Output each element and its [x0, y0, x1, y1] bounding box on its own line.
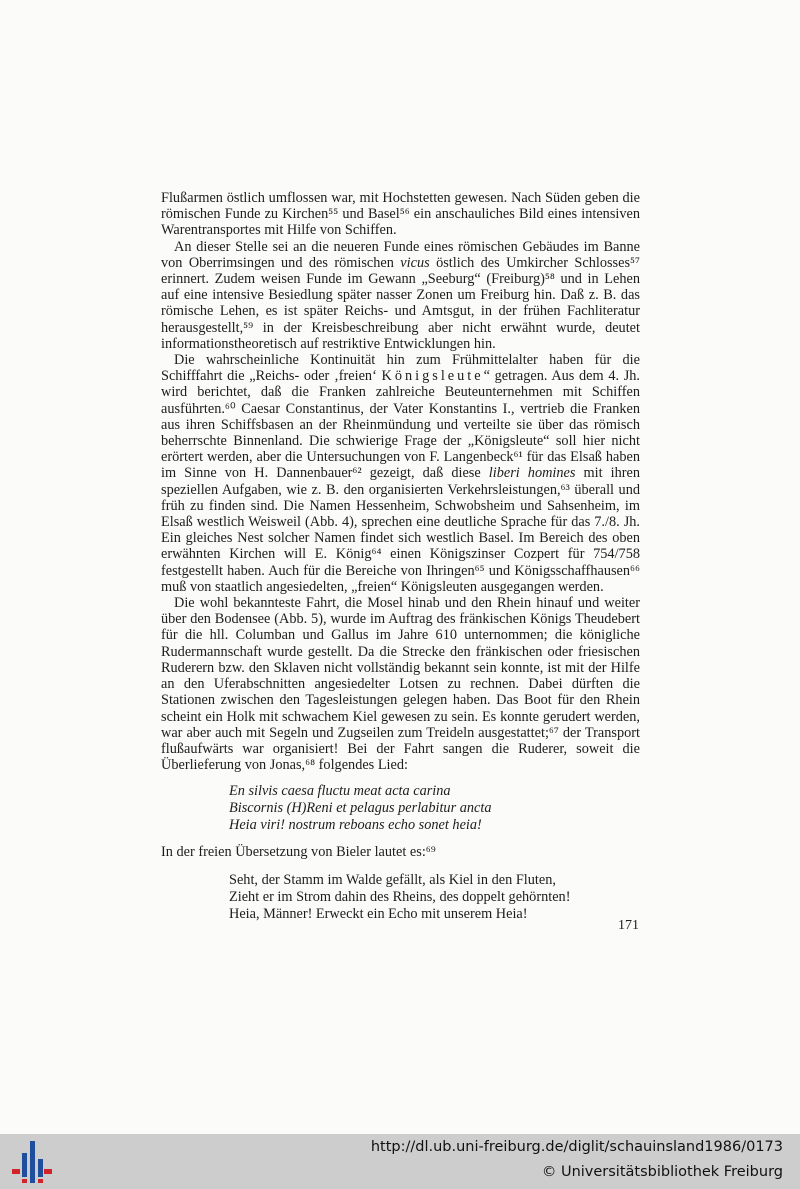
poem-line: En silvis caesa fluctu meat acta carina — [229, 783, 451, 800]
page-number: 171 — [618, 918, 639, 933]
german-translation — [229, 872, 640, 923]
spaced-term: Königsleute — [381, 368, 484, 385]
paragraph-1: Flußarmen östlich umflossen war, mit Hochstetten gewesen. Nach Süden geben die römischen Funde zu Kirchen⁵⁵ und Basel⁵⁶ ein anschauliches Bild eines intensiven Warentransportes mit Hilfe von Schiffen. — [161, 190, 640, 239]
viewer-footer — [0, 1134, 800, 1189]
translation-line: Zieht er im Strom dahin des Rheins, des doppelt gehörnten! — [229, 888, 571, 905]
translation-line: Seht, der Stamm im Walde gefällt, als Kiel in den Fluten, — [229, 871, 556, 888]
translation-line: Heia, Männer! Erweckt ein Echo mit unserem Heia! — [229, 905, 528, 922]
body-text — [161, 190, 640, 923]
copyright-text: © Universitätsbibliothek Freiburg — [541, 1164, 783, 1180]
paragraph-2: An dieser Stelle sei an die neueren Funde eines römischen Gebäudes im Banne von Oberrimsingen und des römischen vicus östlich des Umkircher Schlosses⁵⁷ erinnert. Zudem weisen Funde im Gewann „Seeburg“ (Freiburg)⁵⁸ und in Lehen auf eine intensive Besiedlung später nasser Zonen um Freiburg hin. Daß z. B. das römische Lehen, es ist später Reichs- und Amtsgut, in der frühen Fachliteratur herausgestellt,⁵⁹ in der Kreisbeschreibung aber nicht erwähnt wurde, deutet informationstheoretisch auf restriktive Entwicklungen hin. — [161, 238, 640, 352]
liberi-homines-term: liberi homines — [488, 465, 576, 482]
translation-intro: In der freien Übersetzung von Bieler lautet es:⁶⁹ — [161, 844, 436, 861]
latin-poem — [229, 783, 640, 834]
poem-line: Heia viri! nostrum reboans echo sonet heia! — [229, 817, 482, 834]
paragraph-4: Die wohl bekannteste Fahrt, die Mosel hinab und den Rhein hinauf und weiter über den Bodensee (Abb. 5), wurde im Auftrag des fränkischen Königs Theudebert für die hll. Columban und Gallus im Jahre 610 unternommen; die königliche Rudermannschaft wurde gestellt. Da die Strecke den fränkischen oder friesischen Ruderern bzw. den Sklaven nicht vollständig bekannt sein konnte, ist mit der Hilfe an den Uferabschnitten angesiedelter Lotsen zu rechnen. Dabei dürften die Stationen zwischen den Tagesleistungen gelegen haben. Das Boot für den Rhein scheint ein Holk mit schwachem Kiel gewesen zu sein. Es konnte gerudert werden, war aber auch mit Segeln und Zugseilen zum Treideln ausgestattet;⁶⁷ der Transport flußaufwärts war organisiert! Bei der Fahrt sangen die Ruderer, soweit die Überlieferung von Jonas,⁶⁸ folgendes Lied: — [161, 595, 640, 774]
vicus-term: vicus — [400, 254, 430, 271]
source-url-link[interactable]: http://dl.ub.uni-freiburg.de/diglit/schauinsland1986/0173 — [370, 1139, 783, 1155]
poem-line: Biscornis (H)Reni et pelagus perlabitur ancta — [229, 800, 492, 817]
ub-freiburg-logo-icon — [10, 1139, 52, 1184]
paragraph-3: Die wahrscheinliche Kontinuität hin zum Frühmittelalter haben für die Schifffahrt die „Reichs- oder ‚freien‘ Königsleute“ getragen. Aus dem 4. Jh. wird berichtet, daß die Franken zahlreiche Beuteunternehmen mit Schiffen ausführten.⁶⁰ Caesar Constantinus, der Vater Konstantins I., vertrieb die Franken aus ihren Schiffsbasen an der Rheinmündung und verteilte sie über das römisch beherrschte Binnenland. Die schwierige Frage der „Königsleute“ soll hier nicht erörtert werden, aber die Untersuchungen von F. Langenbeck⁶¹ für das Elsaß haben im Sinne von H. Dannenbauer⁶² gezeigt, daß diese liberi homines mit ihren speziellen Aufgaben, wie z. B. den organisierten Verkehrsleistungen,⁶³ überall und früh zu finden sind. Die Namen Hessenheim, Schwobsheim und Sahsenheim, im Elsaß westlich Weisweil (Abb. 4), sprechen eine deutliche Sprache für das 7./8. Jh. Ein gleiches Nest solcher Namen findet sich westlich Basel. Im Bereich des oben erwähnten Kirchen will E. König⁶⁴ einen Königszinser Cozpert für 754/758 festgestellt haben. Auch für die Bereiche von Ihringen⁶⁵ und Königsschaffhausen⁶⁶ muß von staatlich angesiedelten, „freien“ Königsleuten ausgegangen werden. — [161, 352, 641, 595]
